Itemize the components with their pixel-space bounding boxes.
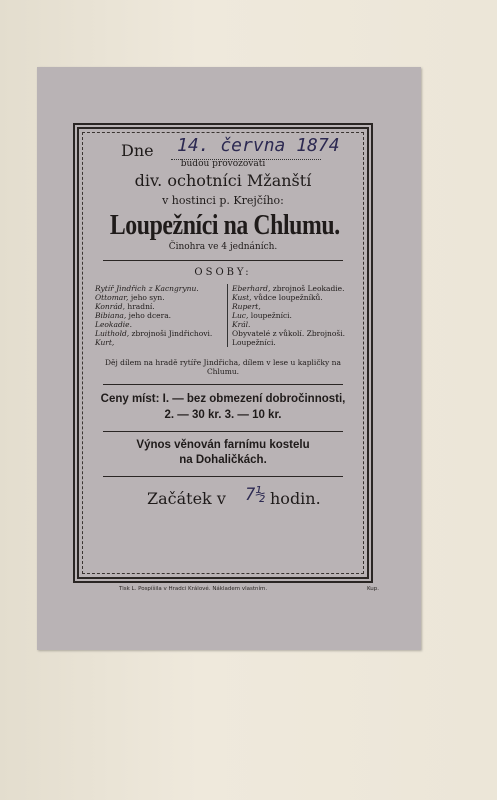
cast-left-column <box>95 284 223 347</box>
printer-right: Kup. <box>366 586 379 592</box>
venue-text: v hostinci p. Krejčího: <box>162 194 284 207</box>
prices-line-1: Ceny míst: I. — bez obmezení dobročinnosti, <box>100 393 346 405</box>
cast-entry: Kust, vůdce loupežníků. <box>232 293 323 302</box>
donation-line-2: na Dohaličkách. <box>179 454 267 466</box>
donation-line-1: Výnos věnován farnímu kostelu <box>136 439 310 451</box>
cast-entry: Eberhard, zbrojnoš Leokadie. <box>232 284 345 293</box>
divider <box>103 476 343 477</box>
troupe-name: div. ochotníci Mžanští <box>134 171 312 190</box>
cast-entry: Bibiana, jeho dcera. <box>95 311 172 320</box>
prices-line-2: 2. — 30 kr. 3. — 10 kr. <box>164 409 282 421</box>
divider <box>103 431 343 432</box>
cast-entry: Obyvatelé z vůkolí. Zbrojnoši. Loupežníci. <box>232 329 346 347</box>
cast-entry: Leokadie. <box>95 320 132 329</box>
date-line <box>85 135 361 159</box>
cast-entry: Ottomar, jeho syn. <box>95 293 165 302</box>
hodin-label: hodin. <box>270 489 321 508</box>
handwritten-date: 14. června 1874 <box>177 135 340 156</box>
play-title: Loupežníci na Chlumu. <box>109 209 340 241</box>
cast-entry: Konrád, hradní. <box>95 302 155 311</box>
divider <box>103 260 343 261</box>
zacatek-label: Začátek v <box>147 489 226 508</box>
dne-label: Dne <box>121 141 154 160</box>
cast-entry: Rytíř Jindřich z Kacngrynu. <box>95 284 199 293</box>
handwritten-time: 7½ <box>245 485 266 505</box>
start-time-line <box>85 487 361 513</box>
setting-text: Děj dílem na hradě rytíře Jindřicha, dílem v lese u kapličky na Chlumu. <box>105 358 341 376</box>
cast-entry: Rupert, <box>232 302 261 311</box>
donation-note <box>85 438 361 468</box>
osoby-heading: OSOBY: <box>194 267 252 278</box>
genre-text: Činohra ve 4 jednáních. <box>168 242 278 252</box>
prices <box>85 391 361 423</box>
divider <box>103 384 343 385</box>
cast-right-column <box>227 284 364 347</box>
poster-content <box>85 135 361 513</box>
cast-list <box>85 284 361 354</box>
cast-entry: Luithold, zbrojnoši Jindřichovi. <box>95 329 213 338</box>
cast-entry: Kurt, <box>95 338 115 347</box>
printer-text: Tisk L. Pospíšila v Hradci Králové. Nákladem vlastním. <box>119 586 268 592</box>
date-underline <box>171 159 321 160</box>
budou-text: budou provozovati <box>180 159 266 169</box>
cast-entry: Král. <box>232 320 251 329</box>
cast-entry: Luc, loupežníci. <box>232 311 292 320</box>
theatre-poster <box>37 67 421 650</box>
